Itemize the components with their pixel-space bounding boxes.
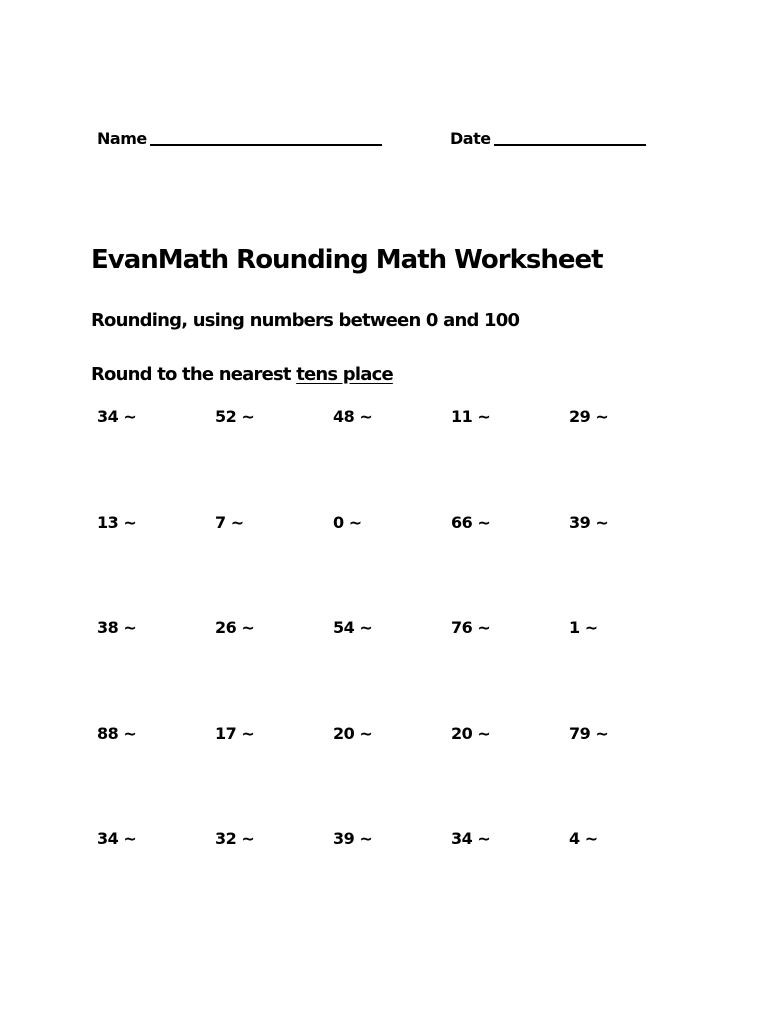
problem-row [97, 618, 687, 724]
problem-item: 20 ~ [451, 723, 491, 743]
problem-item: 88 ~ [97, 723, 137, 743]
problem-item: 39 ~ [333, 829, 373, 848]
problem-row [97, 513, 687, 619]
date-field [450, 126, 646, 148]
problem-item: 4 ~ [569, 829, 598, 848]
problem-item: 20 ~ [333, 723, 373, 743]
problem-grid [97, 407, 687, 935]
problem-item: 29 ~ [569, 407, 609, 426]
problem-item: 7 ~ [215, 512, 244, 532]
problem-item: 17 ~ [215, 723, 255, 743]
problem-item: 0 ~ [333, 512, 362, 532]
problem-row [97, 407, 687, 513]
problem-item: 79 ~ [569, 723, 609, 743]
name-field [97, 126, 382, 148]
problem-item: 1 ~ [569, 618, 598, 637]
problem-item: 34 ~ [97, 829, 137, 848]
problem-item: 76 ~ [451, 618, 491, 637]
name-blank-line[interactable] [150, 126, 382, 146]
date-label: Date [450, 129, 491, 148]
instruction-emphasis: tens place [296, 364, 393, 385]
problem-item: 54 ~ [333, 618, 373, 637]
problem-item: 34 ~ [97, 407, 137, 426]
problem-item: 39 ~ [569, 512, 609, 532]
instruction-prefix: Round to the nearest [91, 364, 297, 385]
problem-item: 38 ~ [97, 618, 137, 637]
problem-item: 34 ~ [451, 829, 491, 848]
problem-row [97, 724, 687, 830]
worksheet-title: EvanMath Rounding Math Worksheet [91, 245, 603, 275]
problem-item: 11 ~ [451, 407, 491, 426]
instruction-text [91, 364, 393, 385]
problem-item: 13 ~ [97, 512, 137, 532]
problem-item: 32 ~ [215, 829, 255, 848]
problem-row [97, 829, 687, 935]
worksheet-header [97, 126, 657, 152]
problem-item: 52 ~ [215, 407, 255, 426]
problem-item: 26 ~ [215, 618, 255, 637]
name-label: Name [97, 129, 147, 148]
date-blank-line[interactable] [494, 126, 646, 146]
problem-item: 66 ~ [451, 512, 491, 532]
worksheet-subtitle: Rounding, using numbers between 0 and 100 [91, 310, 520, 331]
problem-item: 48 ~ [333, 407, 373, 426]
